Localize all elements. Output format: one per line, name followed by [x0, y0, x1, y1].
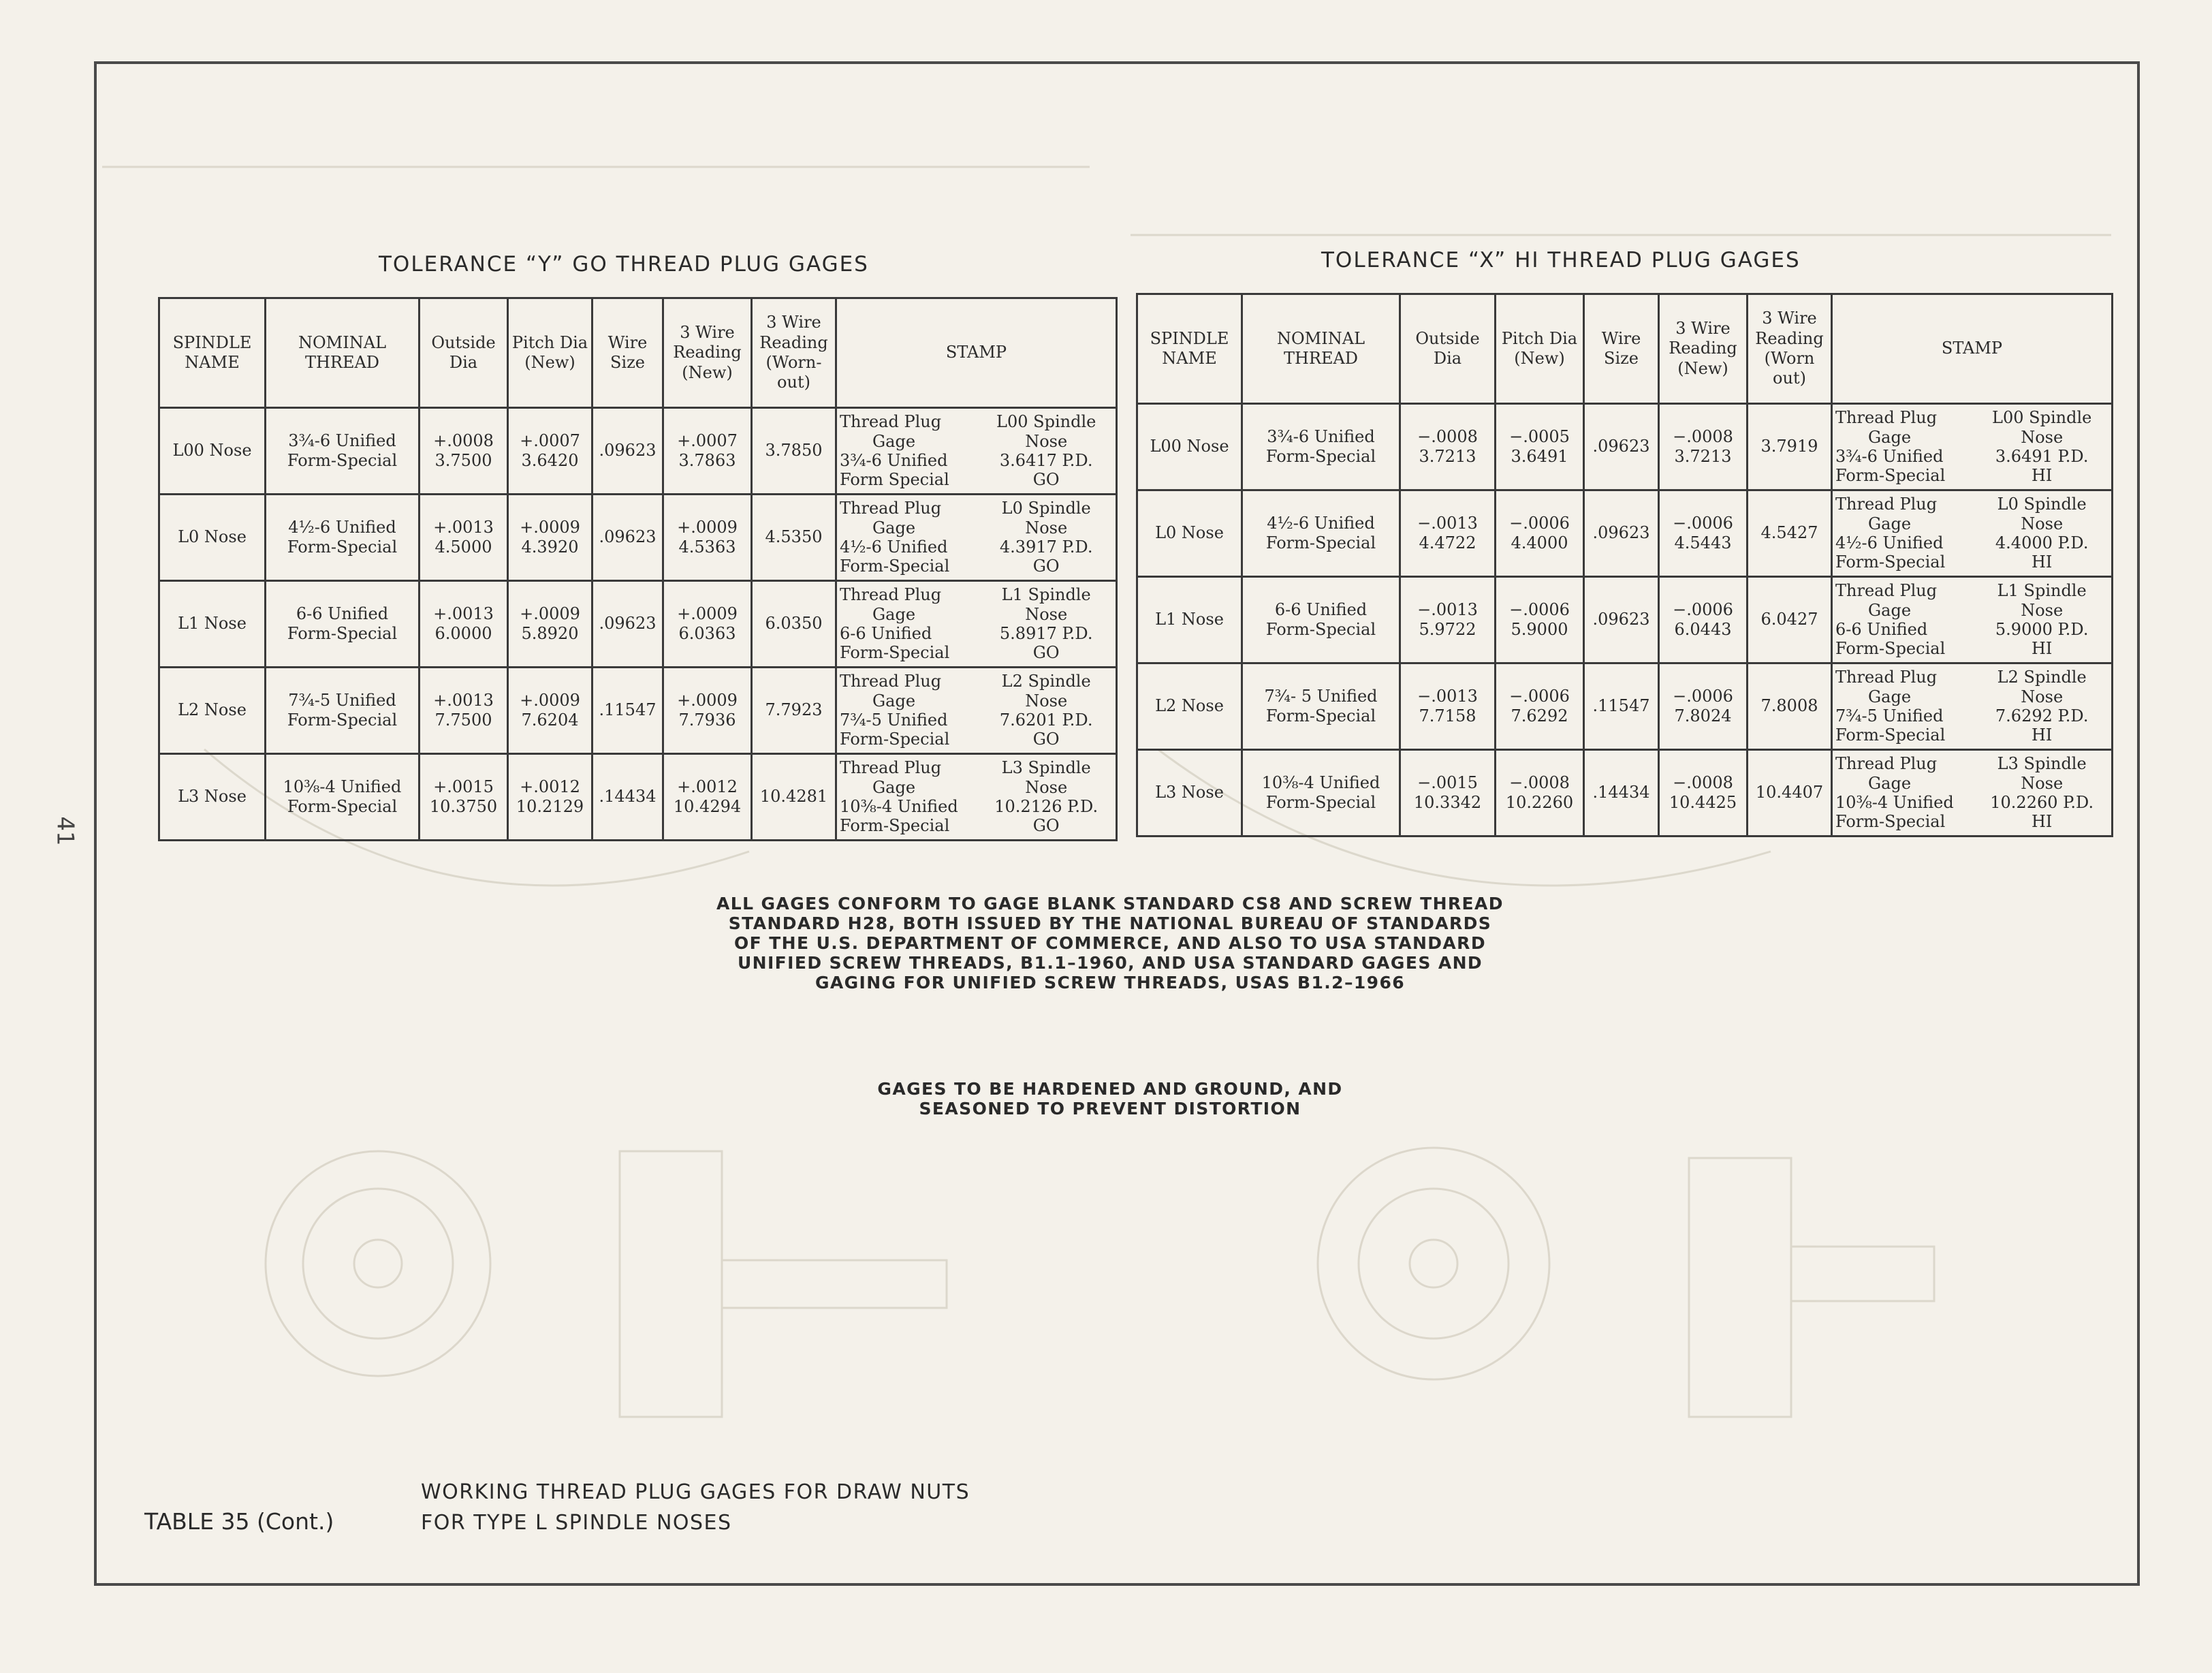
- spindle-name: L1 Nose: [1137, 577, 1242, 663]
- pitch-dia: +.0007 3.6420: [508, 408, 592, 495]
- outside-dia: −.0013 5.9722: [1400, 577, 1496, 663]
- tolerance-y-table: [158, 297, 1118, 841]
- stamp: Thread Plug L3 Spindle Gage Nose 10⅜-4 Unified 10.2126 P.D. Form-Special GO: [836, 754, 1117, 841]
- col-wire-size: Wire Size: [1584, 294, 1659, 404]
- outside-dia: +.0008 3.7500: [420, 408, 508, 495]
- outside-dia: +.0013 6.0000: [420, 581, 508, 668]
- hardening-note: GAGES TO BE HARDENED AND GROUND, AND SEASONED TO PREVENT DISTORTION: [877, 1079, 1343, 1119]
- nominal-thread: 10⅜-4 Unified Form-Special: [266, 754, 420, 841]
- pitch-dia: −.0008 10.2260: [1496, 750, 1584, 836]
- table-row: [1137, 663, 2113, 750]
- reading-worn: 4.5350: [752, 495, 836, 581]
- reading-new: −.0006 7.8024: [1659, 663, 1748, 750]
- nominal-thread: 6-6 Unified Form-Special: [1242, 577, 1400, 663]
- col-stamp: STAMP: [1832, 294, 2113, 404]
- col-pitch-dia: Pitch Dia (New): [1496, 294, 1584, 404]
- table-row: [159, 754, 1117, 841]
- reading-worn: 10.4281: [752, 754, 836, 841]
- stamp: Thread Plug L1 Spindle Gage Nose 6-6 Unified 5.9000 P.D. Form-Special HI: [1832, 577, 2113, 663]
- outside-dia: −.0008 3.7213: [1400, 404, 1496, 490]
- wire-size: .11547: [1584, 663, 1659, 750]
- col-pitch-dia: Pitch Dia (New): [508, 298, 592, 408]
- spindle-name: L3 Nose: [159, 754, 266, 841]
- nominal-thread: 3¾-6 Unified Form-Special: [1242, 404, 1400, 490]
- col-reading-new: 3 Wire Reading (New): [1659, 294, 1748, 404]
- stamp: Thread Plug L3 Spindle Gage Nose 10⅜-4 Unified 10.2260 P.D. Form-Special HI: [1832, 750, 2113, 836]
- table-caption: WORKING THREAD PLUG GAGES FOR DRAW NUTS FOR TYPE L SPINDLE NOSES: [421, 1480, 970, 1535]
- stamp: Thread Plug L2 Spindle Gage Nose 7¾-5 Unified 7.6292 P.D. Form-Special HI: [1832, 663, 2113, 750]
- wire-size: .09623: [1584, 577, 1659, 663]
- reading-new: +.0009 7.7936: [663, 668, 752, 754]
- outside-dia: −.0013 4.4722: [1400, 490, 1496, 577]
- outside-dia: −.0013 7.7158: [1400, 663, 1496, 750]
- spindle-name: L00 Nose: [1137, 404, 1242, 490]
- wire-size: .09623: [592, 408, 663, 495]
- table-row: [159, 668, 1117, 754]
- col-stamp: STAMP: [836, 298, 1117, 408]
- nominal-thread: 4½-6 Unified Form-Special: [266, 495, 420, 581]
- tolerance-x-heading: TOLERANCE “X” HI THREAD PLUG GAGES: [1321, 248, 1801, 272]
- nominal-thread: 6-6 Unified Form-Special: [266, 581, 420, 668]
- stamp: Thread Plug L1 Spindle Gage Nose 6-6 Unified 5.8917 P.D. Form-Special GO: [836, 581, 1117, 668]
- pitch-dia: +.0009 5.8920: [508, 581, 592, 668]
- table-row: [1137, 577, 2113, 663]
- page-number: 41: [51, 816, 79, 846]
- standards-note: ALL GAGES CONFORM TO GAGE BLANK STANDARD CS8 AND SCREW THREAD STANDARD H28, BOTH ISSUED BY THE NATIONAL BUREAU OF STANDARDS OF THE U.S. DEPARTMENT OF COMMERCE, AND ALSO TO USA STANDARD UNIFIED SCREW THREADS, B1.1–1960, AND USA STANDARD GAGES AND GAGING FOR UNIFIED SCREW THREADS, USAS B1.2–1966: [716, 894, 1504, 992]
- col-reading-new: 3 Wire Reading (New): [663, 298, 752, 408]
- wire-size: .09623: [592, 581, 663, 668]
- col-reading-worn: 3 Wire Reading (Worn out): [1748, 294, 1832, 404]
- stamp: Thread Plug L2 Spindle Gage Nose 7¾-5 Unified 7.6201 P.D. Form-Special GO: [836, 668, 1117, 754]
- pitch-dia: −.0006 7.6292: [1496, 663, 1584, 750]
- wire-size: .09623: [1584, 490, 1659, 577]
- col-outside-dia: Outside Dia: [1400, 294, 1496, 404]
- reading-new: +.0012 10.4294: [663, 754, 752, 841]
- pitch-dia: −.0005 3.6491: [1496, 404, 1584, 490]
- pitch-dia: +.0012 10.2129: [508, 754, 592, 841]
- wire-size: .14434: [592, 754, 663, 841]
- spindle-name: L3 Nose: [1137, 750, 1242, 836]
- pitch-dia: +.0009 4.3920: [508, 495, 592, 581]
- spindle-name: L0 Nose: [1137, 490, 1242, 577]
- col-nominal-thread: NOMINAL THREAD: [1242, 294, 1400, 404]
- reading-worn: 3.7919: [1748, 404, 1832, 490]
- outside-dia: +.0013 4.5000: [420, 495, 508, 581]
- reading-new: +.0009 4.5363: [663, 495, 752, 581]
- reading-worn: 6.0427: [1748, 577, 1832, 663]
- col-reading-worn: 3 Wire Reading (Worn-out): [752, 298, 836, 408]
- nominal-thread: 3¾-6 Unified Form-Special: [266, 408, 420, 495]
- reading-worn: 10.4407: [1748, 750, 1832, 836]
- col-spindle-name: SPINDLE NAME: [159, 298, 266, 408]
- pitch-dia: −.0006 4.4000: [1496, 490, 1584, 577]
- reading-worn: 7.8008: [1748, 663, 1832, 750]
- reading-worn: 4.5427: [1748, 490, 1832, 577]
- outside-dia: −.0015 10.3342: [1400, 750, 1496, 836]
- reading-worn: 6.0350: [752, 581, 836, 668]
- nominal-thread: 10⅜-4 Unified Form-Special: [1242, 750, 1400, 836]
- nominal-thread: 4½-6 Unified Form-Special: [1242, 490, 1400, 577]
- col-spindle-name: SPINDLE NAME: [1137, 294, 1242, 404]
- pitch-dia: +.0009 7.6204: [508, 668, 592, 754]
- reading-new: +.0007 3.7863: [663, 408, 752, 495]
- spindle-name: L2 Nose: [159, 668, 266, 754]
- tolerance-y-heading: TOLERANCE “Y” GO THREAD PLUG GAGES: [379, 252, 869, 277]
- table-row: [159, 581, 1117, 668]
- col-wire-size: Wire Size: [592, 298, 663, 408]
- table-row: [159, 495, 1117, 581]
- stamp: Thread Plug L00 Spindle Gage Nose 3¾-6 Unified 3.6417 P.D. Form Special GO: [836, 408, 1117, 495]
- reading-new: −.0006 4.5443: [1659, 490, 1748, 577]
- col-nominal-thread: NOMINAL THREAD: [266, 298, 420, 408]
- stamp: Thread Plug L0 Spindle Gage Nose 4½-6 Unified 4.3917 P.D. Form-Special GO: [836, 495, 1117, 581]
- col-outside-dia: Outside Dia: [420, 298, 508, 408]
- table-row: [1137, 750, 2113, 836]
- spindle-name: L0 Nose: [159, 495, 266, 581]
- wire-size: .11547: [592, 668, 663, 754]
- reading-new: −.0008 3.7213: [1659, 404, 1748, 490]
- table-row: [1137, 490, 2113, 577]
- reading-worn: 7.7923: [752, 668, 836, 754]
- tolerance-x-table: [1136, 293, 2113, 837]
- spindle-name: L2 Nose: [1137, 663, 1242, 750]
- reading-new: −.0006 6.0443: [1659, 577, 1748, 663]
- pitch-dia: −.0006 5.9000: [1496, 577, 1584, 663]
- reading-new: −.0008 10.4425: [1659, 750, 1748, 836]
- reading-new: +.0009 6.0363: [663, 581, 752, 668]
- wire-size: .09623: [1584, 404, 1659, 490]
- wire-size: .14434: [1584, 750, 1659, 836]
- stamp: Thread Plug L00 Spindle Gage Nose 3¾-6 Unified 3.6491 P.D. Form-Special HI: [1832, 404, 2113, 490]
- table-header-row: [159, 298, 1117, 408]
- reading-worn: 3.7850: [752, 408, 836, 495]
- table-row: [1137, 404, 2113, 490]
- outside-dia: +.0015 10.3750: [420, 754, 508, 841]
- nominal-thread: 7¾- 5 Unified Form-Special: [1242, 663, 1400, 750]
- spindle-name: L00 Nose: [159, 408, 266, 495]
- stamp: Thread Plug L0 Spindle Gage Nose 4½-6 Unified 4.4000 P.D. Form-Special HI: [1832, 490, 2113, 577]
- table-header-row: [1137, 294, 2113, 404]
- table-row: [159, 408, 1117, 495]
- nominal-thread: 7¾-5 Unified Form-Special: [266, 668, 420, 754]
- table-label: TABLE 35 (Cont.): [144, 1508, 334, 1535]
- outside-dia: +.0013 7.7500: [420, 668, 508, 754]
- wire-size: .09623: [592, 495, 663, 581]
- spindle-name: L1 Nose: [159, 581, 266, 668]
